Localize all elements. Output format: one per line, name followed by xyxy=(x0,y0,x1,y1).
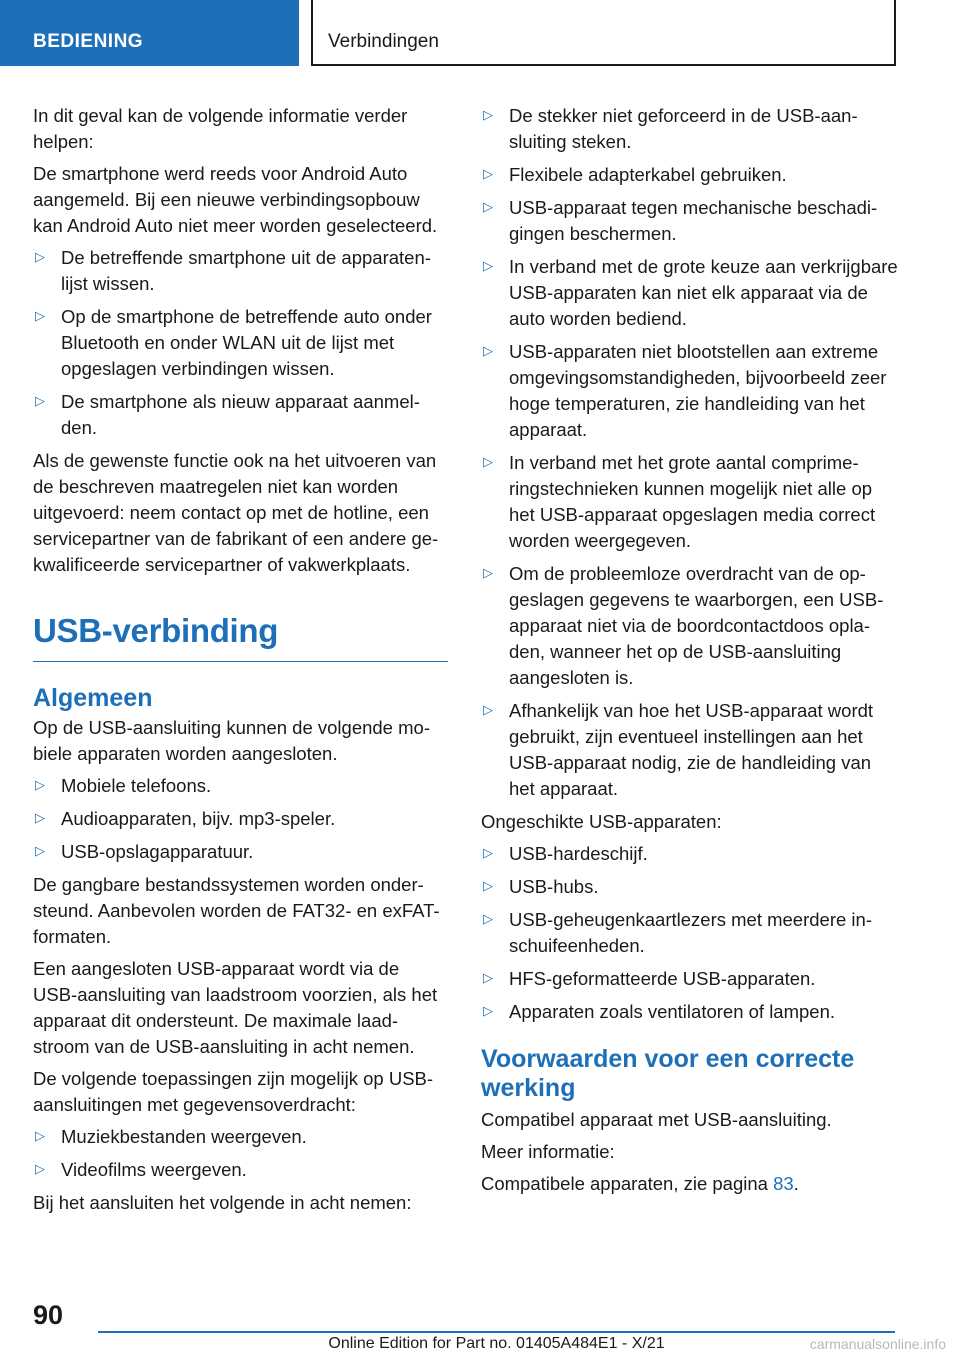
paragraph: De volgende toepassingen zijn mogelijk op USB-aansluitingen met gegevensoverdracht: xyxy=(33,1068,434,1115)
list-item: ▷ Op de smartphone de betreffende auto onder Bluetooth en onder WLAN uit de lijst met opgeslagen verbindingen wissen. xyxy=(35,306,432,379)
paragraph: De gangbare bestandssystemen worden ondersteund. Aanbevolen worden de FAT32- en exFAT-formaten. xyxy=(33,874,440,947)
heading-usb-verbinding: USB-verbinding xyxy=(33,611,448,662)
list-item: ▷ USB-hardeschijf. xyxy=(481,841,899,867)
list-item: ▷ Mobiele telefoons. xyxy=(33,773,448,799)
triangle-bullet-icon: ▷ xyxy=(483,200,493,215)
list-item: ▷ USB-opslagapparatuur. xyxy=(33,839,448,865)
triangle-bullet-icon: ▷ xyxy=(483,455,493,470)
triangle-bullet-icon: ▷ xyxy=(483,971,493,986)
heading-voorwaarden: Voorwaarden voor een correcte werking xyxy=(481,1045,855,1102)
chapter-tab: BEDIENING xyxy=(0,0,299,66)
bullet-list xyxy=(481,841,899,1025)
triangle-bullet-icon: ▷ xyxy=(483,566,493,581)
paragraph: Als de gewenste functie ook na het uitvoeren van de beschreven maatregelen niet kan worden uitgevoerd: neem contact op met de hotline, een servicepartner van de fabrikant of een andere gekwalificeerde servicepartner of vakwerkplaats. xyxy=(33,450,439,575)
triangle-bullet-icon: ▷ xyxy=(483,259,493,274)
list-item: ▷ USB-apparaten niet blootstellen aan extreme omgevingsomstandigheden, bijvoorbeeld zeer hoge temperaturen, zie handleiding van het apparaat. xyxy=(483,341,887,440)
heading-algemeen: Algemeen xyxy=(33,684,153,712)
triangle-bullet-icon: ▷ xyxy=(483,846,493,861)
paragraph: Op de USB-aansluiting kunnen de volgende mobiele apparaten worden aangesloten. xyxy=(33,717,430,764)
paragraph: In dit geval kan de volgende informatie verder helpen: xyxy=(33,105,408,152)
page-number: 90 xyxy=(33,1300,64,1330)
triangle-bullet-icon: ▷ xyxy=(35,811,45,826)
list-item: ▷ Muziekbestanden weergeven. xyxy=(33,1124,448,1150)
list-item: ▷ USB-apparaat tegen mechanische beschadigingen beschermen. xyxy=(483,197,878,244)
paragraph-with-link: Compatibele apparaten, zie pagina 83. xyxy=(481,1173,799,1194)
paragraph: De smartphone werd reeds voor Android Auto aangemeld. Bij een nieuwe verbindingsopbouw kan Android Auto niet meer worden geselecteerd. xyxy=(33,163,438,236)
paragraph: Bij het aansluiten het volgende in acht nemen: xyxy=(33,1192,412,1213)
triangle-bullet-icon: ▷ xyxy=(35,1129,45,1144)
list-item: ▷ De betreffende smartphone uit de apparatenlijst wissen. xyxy=(35,247,431,294)
bullet-list xyxy=(33,245,448,441)
left-column xyxy=(33,103,448,1222)
triangle-bullet-icon: ▷ xyxy=(35,1162,45,1177)
triangle-bullet-icon: ▷ xyxy=(483,879,493,894)
right-column xyxy=(481,103,899,1203)
list-item: ▷ USB-geheugenkaartlezers met meerdere inschuifeenheden. xyxy=(483,909,872,956)
triangle-bullet-icon: ▷ xyxy=(483,912,493,927)
bullet-list xyxy=(481,103,899,802)
triangle-bullet-icon: ▷ xyxy=(483,344,493,359)
paragraph: Compatibel apparaat met USB-aansluiting. xyxy=(481,1109,832,1130)
list-item: ▷ Videofilms weergeven. xyxy=(33,1157,448,1183)
list-item: ▷ Audioapparaten, bijv. mp3-speler. xyxy=(33,806,448,832)
triangle-bullet-icon: ▷ xyxy=(35,778,45,793)
watermark: carmanualsonline.info xyxy=(809,1336,946,1352)
paragraph: Ongeschikte USB-apparaten: xyxy=(481,811,722,832)
list-item: ▷ De smartphone als nieuw apparaat aanmelden. xyxy=(35,391,420,438)
paragraph: Meer informatie: xyxy=(481,1141,615,1162)
triangle-bullet-icon: ▷ xyxy=(35,394,45,409)
list-item: ▷ In verband met de grote keuze aan verkrijgbare USB-apparaten kan niet elk apparaat via de auto worden bediend. xyxy=(483,256,898,329)
list-item: ▷ HFS-geformatteerde USB-apparaten. xyxy=(481,966,899,992)
bullet-list xyxy=(33,773,448,865)
triangle-bullet-icon: ▷ xyxy=(35,844,45,859)
list-item: ▷ Om de probleemloze overdracht van de opgeslagen gegevens te waarborgen, een USB-apparaat niet via de boordcontactdoos opladen, wanneer het op de USB-aansluiting aangesloten is. xyxy=(483,563,884,688)
list-item: ▷ Afhankelijk van hoe het USB-apparaat wordt gebruikt, zijn eventueel instellingen aan het USB-apparaat nodig, zie de handleiding van het apparaat. xyxy=(483,700,874,799)
list-item: ▷ In verband met het grote aantal comprimeringstechnieken kunnen mogelijk niet alle op het USB-apparaat opgeslagen media correct worden weergegeven. xyxy=(483,452,876,551)
triangle-bullet-icon: ▷ xyxy=(483,1004,493,1019)
triangle-bullet-icon: ▷ xyxy=(483,703,493,718)
triangle-bullet-icon: ▷ xyxy=(35,309,45,324)
list-item: ▷ Flexibele adapterkabel gebruiken. xyxy=(481,162,899,188)
list-item: ▷ USB-hubs. xyxy=(481,874,899,900)
triangle-bullet-icon: ▷ xyxy=(35,250,45,265)
triangle-bullet-icon: ▷ xyxy=(483,108,493,123)
list-item: ▷ Apparaten zoals ventilatoren of lampen. xyxy=(481,999,899,1025)
triangle-bullet-icon: ▷ xyxy=(483,167,493,182)
page-link-83[interactable]: 83 xyxy=(773,1173,794,1194)
footer-edition: Online Edition for Part no. 01405A484E1 - X/21 xyxy=(328,1335,665,1352)
bullet-list xyxy=(33,1124,448,1183)
list-item: ▷ De stekker niet geforceerd in de USB-aansluiting steken. xyxy=(483,105,858,152)
paragraph: Een aangesloten USB-apparaat wordt via de USB-aansluiting van laadstroom voorzien, als het apparaat dit ondersteunt. De maximale laadstroom van de USB-aansluiting in acht nemen. xyxy=(33,958,438,1057)
section-title: Verbindingen xyxy=(311,0,896,66)
